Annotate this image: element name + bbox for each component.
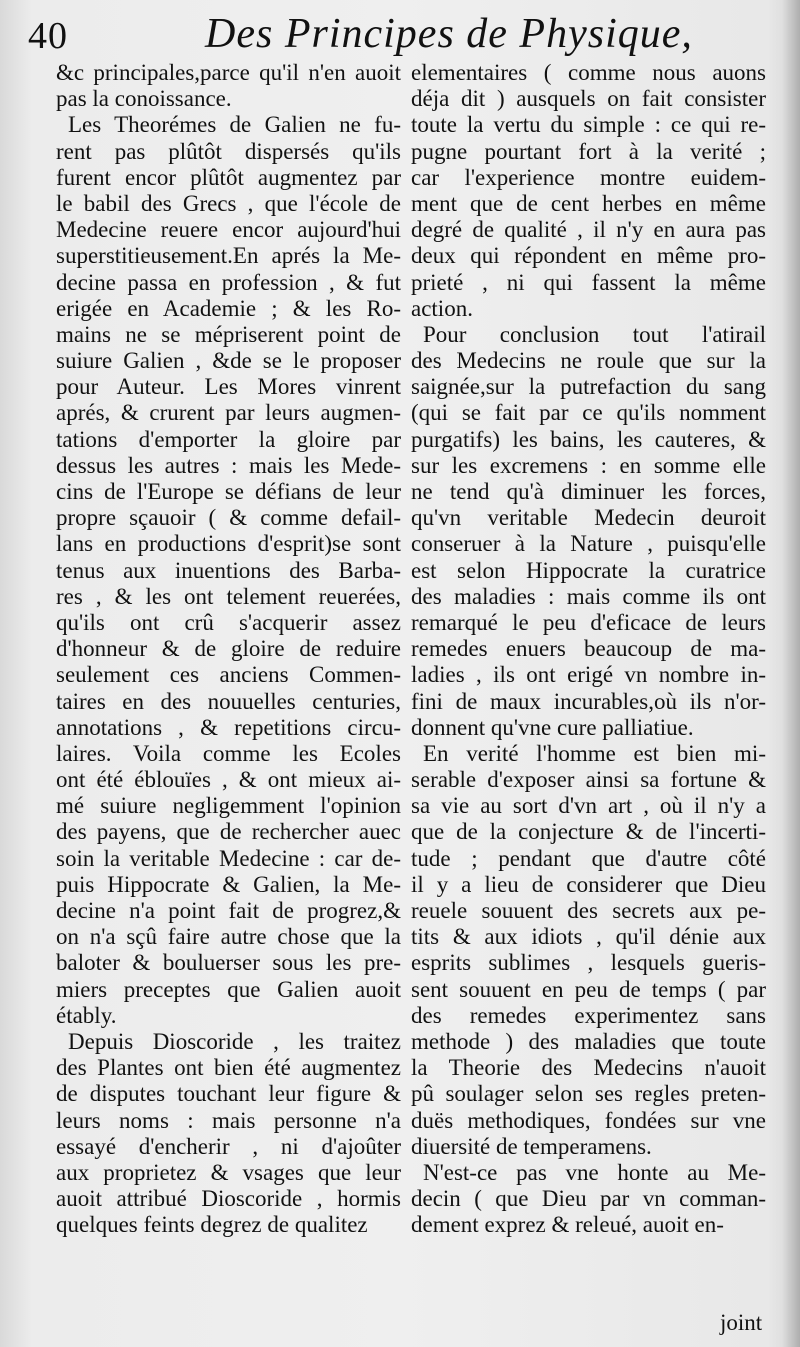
text-line: étably. (56, 1002, 117, 1028)
text-line: est selon Hippocrate la curatrice (411, 557, 766, 583)
text-line: En verité l'homme est bien mi- (423, 740, 766, 766)
text-line: taires en des nouuelles centuries, (56, 688, 401, 714)
running-title: Des Principes de Physique, (205, 11, 693, 57)
text-line: pû soulager selon ses regles preten- (411, 1081, 766, 1107)
text-line: deux qui répondent en même pro- (411, 243, 766, 269)
left-text-column (56, 60, 401, 1238)
text-line: diuersité de temperamens. (411, 1133, 652, 1159)
text-line: déja dit ) ausquels on fait consister (411, 86, 766, 112)
text-line: leurs noms : mais personne n'a (56, 1107, 401, 1133)
text-line: action. (411, 295, 473, 321)
text-line: erigée en Academie ; & les Ro- (56, 295, 401, 321)
text-line: esprits sublimes , lesquels gueris- (411, 950, 766, 976)
text-line: duës methodiques, fondées sur vne (411, 1107, 766, 1133)
text-line: ne tend qu'à diminuer les forces, (411, 479, 766, 504)
text-line: qu'vn veritable Medecin deuroit (411, 505, 766, 531)
text-line: il y a lieu de considerer que Dieu (411, 871, 766, 897)
text-line: methode ) des maladies que toute (411, 1028, 766, 1054)
text-line: suiure Galien , &de se le proposer (56, 348, 401, 374)
text-line: N'est-ce pas vne honte au Me- (423, 1159, 766, 1185)
text-line: Pour conclusion tout l'atirail (423, 321, 766, 347)
text-line: seulement ces anciens Commen- (56, 662, 401, 688)
text-line: laires. Voila comme les Ecoles (56, 740, 401, 766)
page-number: 40 (28, 15, 68, 57)
text-line: des payens, que de rechercher auec (56, 819, 401, 845)
text-line: tude ; pendant que d'autre côté (411, 845, 766, 871)
text-line: sent souuent en peu de temps ( par (411, 976, 766, 1002)
text-line: essayé d'encherir , ni d'ajoûter (56, 1133, 401, 1159)
text-line: conseruer à la Nature , puisqu'elle (411, 531, 766, 557)
text-line: rent pas plûtôt dispersés qu'ils (56, 138, 401, 164)
text-line: aprés, & crurent par leurs augmen- (56, 400, 401, 426)
text-line: puis Hippocrate & Galien, la Me- (56, 871, 401, 897)
text-line: tations d'emporter la gloire par (56, 426, 401, 452)
text-line: ment que de cent herbes en même (411, 190, 766, 216)
text-line: purgatifs) les bains, les cauteres, & (411, 426, 766, 452)
text-line: quelques feints degrez de qualitez (56, 1212, 368, 1238)
text-line: pugne pourtant fort à la verité ; (411, 138, 766, 164)
text-line: elementaires ( comme nous auons (411, 60, 766, 85)
text-line: decine passa en profession , & fut (56, 269, 401, 295)
text-line: furent encor plûtôt augmentez par (56, 164, 401, 190)
text-line: prieté , ni qui fassent la même (411, 269, 766, 295)
text-line: dessus les autres : mais les Mede- (56, 452, 401, 478)
text-line: soin la veritable Medecine : car de- (56, 845, 401, 871)
text-line: des Plantes ont bien été augmentez (56, 1055, 401, 1081)
text-line: tits & aux idiots , qu'il dénie aux (411, 924, 766, 950)
right-text-column (411, 60, 766, 1238)
text-line: sur les excremens : en somme elle (411, 452, 766, 478)
text-line: car l'experience montre euidem- (411, 164, 766, 190)
text-line: toute la vertu du simple : ce qui re- (411, 112, 766, 138)
text-line: des remedes experimentez sans (411, 1002, 766, 1028)
text-line: reuele souuent des secrets aux pe- (411, 898, 766, 923)
text-line: Les Theorémes de Galien ne fu- (68, 112, 401, 138)
text-line: qu'ils ont crû s'acquerir assez (56, 609, 401, 635)
text-line: mé suiure negligemment l'opinion (56, 793, 401, 819)
text-line: propre sçauoir ( & comme defail- (56, 505, 401, 531)
text-line: donnent qu'vne cure palliatiue. (411, 714, 694, 740)
page-edge-shadow (782, 0, 800, 1347)
text-line: remarqué le peu d'eficace de leurs (411, 609, 766, 635)
text-line: sa vie au sort d'vn art , où il n'y a (411, 793, 766, 819)
text-line: tenus aux inuentions des Barba- (56, 557, 401, 583)
text-line: pour Auteur. Les Mores vinrent (56, 374, 401, 400)
text-line: decin ( que Dieu par vn comman- (411, 1186, 766, 1212)
text-line: res , & les ont telement reuerées, (56, 583, 401, 609)
text-line: degré de qualité , il n'y en aura pas (411, 217, 766, 243)
text-line: saignée,sur la putrefaction du sang (411, 374, 766, 400)
text-line: de disputes touchant leur figure & (56, 1081, 401, 1107)
text-line: mains ne se mépriserent point de (56, 321, 401, 347)
text-line: ont été éblouïes , & ont mieux ai- (56, 767, 401, 793)
text-line: &c principales,parce qu'il n'en auoit (56, 60, 401, 85)
text-line: auoit attribué Dioscoride , hormis (56, 1186, 401, 1212)
text-line: Depuis Dioscoride , les traitez (68, 1028, 401, 1054)
catchword: joint (720, 1310, 763, 1335)
text-line: remedes enuers beaucoup de ma- (411, 636, 766, 662)
text-line: dement exprez & releué, auoit en- (411, 1212, 724, 1238)
text-line: cins de l'Europe se défians de leur (56, 479, 401, 504)
text-line: lans en productions d'esprit)se sont (56, 531, 401, 557)
text-line: (qui se fait par ce qu'ils nomment (411, 400, 766, 426)
text-line: aux proprietez & vsages que leur (56, 1159, 401, 1185)
text-line: d'honneur & de gloire de reduire (56, 636, 401, 662)
text-line: fini de maux incurables,où ils n'or- (411, 688, 766, 714)
text-line: baloter & bouluerser sous les pre- (56, 950, 401, 976)
text-line: pas la conoissance. (56, 86, 232, 112)
text-line: annotations , & repetitions circu- (56, 714, 401, 740)
text-line: des maladies : mais comme ils ont (411, 583, 766, 609)
text-line: Medecine reuere encor aujourd'hui (56, 217, 401, 243)
text-line: le babil des Grecs , que l'école de (56, 190, 401, 216)
text-line: on n'a sçû faire autre chose que la (56, 924, 401, 950)
text-line: que de la conjecture & de l'incerti- (411, 819, 766, 845)
text-line: superstitieusement.En aprés la Me- (56, 243, 401, 269)
text-line: la Theorie des Medecins n'auoit (411, 1055, 766, 1081)
text-line: serable d'exposer ainsi sa fortune & (411, 767, 766, 793)
text-line: des Medecins ne roule que sur la (411, 348, 766, 374)
text-line: decine n'a point fait de progrez,& (56, 898, 401, 923)
text-line: ladies , ils ont erigé vn nombre in- (411, 662, 766, 688)
text-line: miers preceptes que Galien auoit (56, 976, 401, 1002)
